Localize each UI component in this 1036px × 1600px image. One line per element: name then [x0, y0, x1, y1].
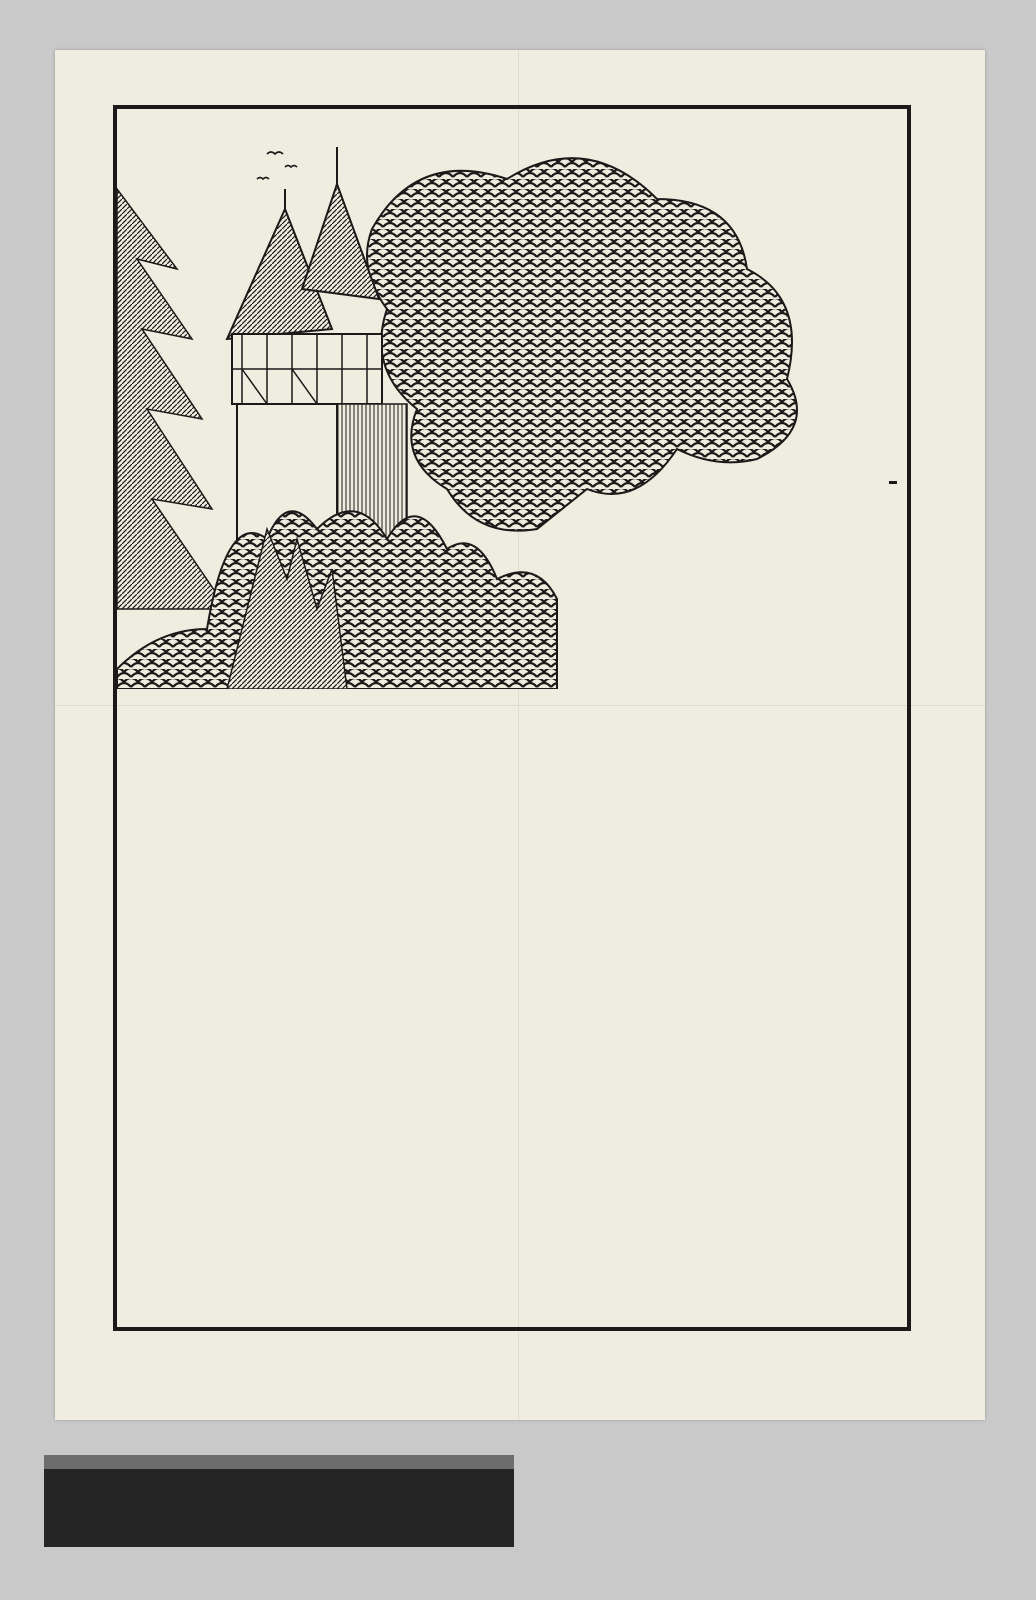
footer-line-1 — [147, 1247, 887, 1276]
title-line-1 — [889, 481, 897, 484]
poster-frame — [113, 105, 911, 1331]
swatches-dark — [44, 1519, 514, 1547]
castle-tower-illustration — [117, 109, 907, 689]
centimetre-ruler — [44, 1455, 514, 1469]
swatch-labels — [44, 1481, 514, 1491]
color-card — [44, 1455, 514, 1547]
poster-footer — [147, 1247, 887, 1334]
poster-title — [557, 469, 897, 496]
poster-sheet — [55, 50, 985, 1420]
footer-line-2 — [147, 1276, 887, 1305]
footer-line-3 — [147, 1305, 887, 1334]
swatches-light — [44, 1491, 514, 1519]
